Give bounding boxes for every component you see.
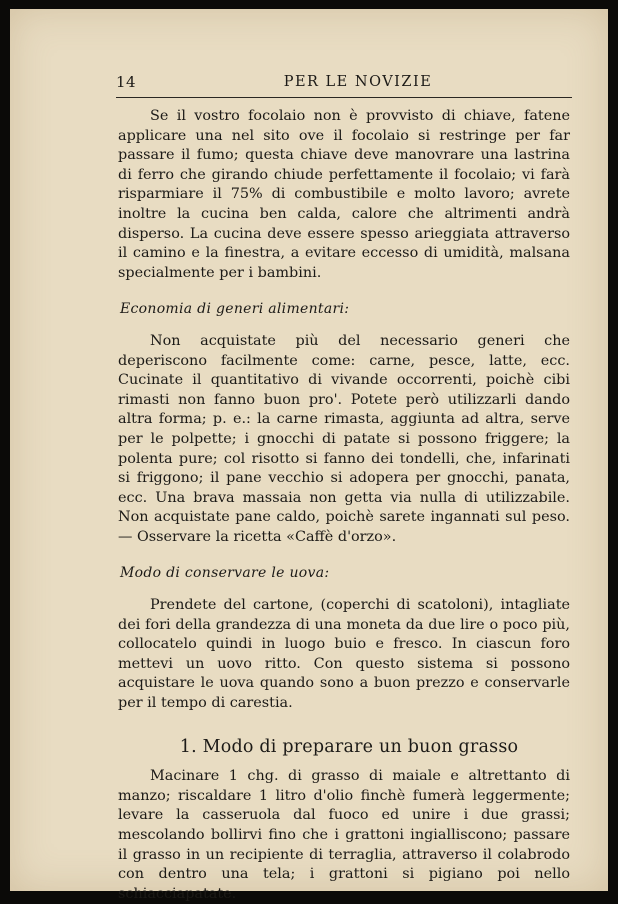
- page-body: [118, 107, 570, 904]
- paragraph-focolaio: Se il vostro focolaio non è provvisto di chiave, fatene applicare una nel sito ove il focolaio si restringe per far passare il fumo; questa chiave deve manovrare una lastrina di ferro che girando chiude perfettamente il focolaio; vi farà risparmiare il 75% di combustibile e molto lavoro; avrete inoltre la cucina ben calda, calore che altrimenti andrà disperso. La cucina deve essere spesso arieggiata attraverso il camino e la finestra, a evitare eccesso di umidità, malsana specialmente per i bambini.: [118, 108, 570, 281]
- page-number: 14: [116, 73, 137, 91]
- paragraph-grasso: Macinare 1 chg. di grasso di maiale e altrettanto di manzo; riscaldare 1 litro d'olio finchè fumerà leggermente; levare la casseruola dal fuoco ed unire i due grassi; mescolando bollirvi fino che i grattoni ingialliscono; passare il grasso in un recipiente di terraglia, attraverso il colabrodo con dentro una tela; i grattoni si pigiano poi nello schiacciapatate.: [118, 768, 570, 902]
- paragraph-uova: Prendete del cartone, (coperchi di scatoloni), intagliate dei fori della grandezza di una moneta da due lire o poco più, collocatelo quindi in luogo buio e fresco. In ciascun foro mettevi un uovo ritto. Con questo sistema si possono acquistare le uova quando sono a buon prezzo e conservarle per il tempo di carestia.: [118, 597, 570, 712]
- page-header: [116, 67, 572, 98]
- running-title: PER LE NOVIZIE: [283, 74, 433, 90]
- section-title: 1. Modo di preparare un buon grasso: [179, 736, 519, 757]
- book-page: [10, 9, 608, 902]
- subheading-economia: Economia di generi alimentari:: [120, 301, 350, 318]
- paragraph-economia: Non acquistate più del necessario generi che deperiscono facilmente come: carne, pesce, latte, ecc. Cucinate il quantitativo di vivande occorrenti, poichè cibi rimasti non fanno buon pro'. Potete però utilizzarli dando altra forma; p. e.: la carne rimasta, aggiunta ad altra, serve per le polpette; i gnocchi di patate si possono friggere; la polenta pure; col risotto si fanno dei tondelli, che, infarinati si friggono; il pane vecchio si adopera per gnocchi, panata, ecc. Una brava massaia non getta via nulla di utilizzabile. Non acquistate pane caldo, poichè sarete ingannati sul peso. — Osservare la ricetta «Caffè d'orzo».: [118, 332, 570, 545]
- subheading-uova: Modo di conservare le uova:: [120, 565, 330, 582]
